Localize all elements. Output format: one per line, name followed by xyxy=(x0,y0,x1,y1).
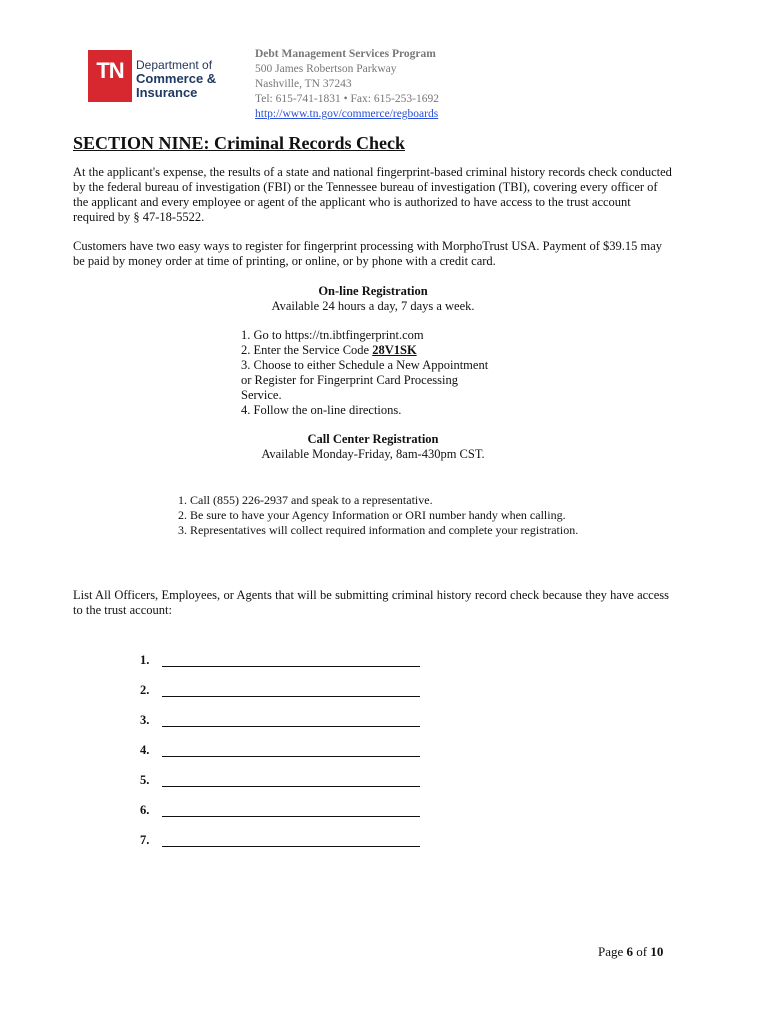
service-code: 28V1SK xyxy=(372,343,417,357)
online-step-2-text: 2. Enter the Service Code xyxy=(241,343,373,357)
logo-divider xyxy=(132,50,135,102)
call-center-steps xyxy=(178,493,578,538)
online-step-2 xyxy=(241,343,491,358)
entry-number: 2. xyxy=(140,683,150,697)
entry-blank-line[interactable] xyxy=(162,833,420,847)
online-registration-heading: On-line Registration xyxy=(318,284,428,298)
online-availability: Available 24 hours a day, 7 days a week. xyxy=(271,299,475,313)
online-step-4: 4. Follow the on-line directions. xyxy=(241,403,402,417)
requirement-paragraph: At the applicant's expense, the results of a state and national fingerprint-based criminal history records check conducted by the federal bureau of investigation (FBI) or the Tennessee bureau of investigation (TBI), covering every officer of the applicant and every employee or agent of the applicant who is authorized to have access to the trust account required by § 47-18-5522. xyxy=(73,165,672,224)
entry-blank-line[interactable] xyxy=(162,653,420,667)
city-state-zip: Nashville, TN 37243 xyxy=(255,78,352,90)
online-step-3: 3. Choose to either Schedule a New Appointment or Register for Fingerprint Card Processing Service. xyxy=(241,358,489,402)
call-step-1: 1. Call (855) 226-2937 and speak to a representative. xyxy=(178,493,433,507)
entry-blank-line[interactable] xyxy=(162,773,420,787)
officers-list-intro: List All Officers, Employees, or Agents that will be submitting criminal history record check because they have access to the trust account: xyxy=(73,588,669,617)
tn-commerce-logo xyxy=(88,50,238,102)
page-label: Page xyxy=(598,944,624,959)
entry-blank-line[interactable] xyxy=(162,803,420,817)
call-center-availability: Available Monday-Friday, 8am-430pm CST. xyxy=(261,447,485,461)
officer-entry-6 xyxy=(140,803,420,833)
website-link[interactable]: http://www.tn.gov/commerce/regboards xyxy=(255,108,439,120)
logo-line-1: Department of xyxy=(136,58,213,72)
call-step-3: 3. Representatives will collect required information and complete your registration. xyxy=(178,523,579,537)
online-step-1: 1. Go to https://tn.ibtfingerprint.com xyxy=(241,328,424,342)
officer-entry-1 xyxy=(140,653,420,683)
program-address xyxy=(255,47,439,122)
entry-number: 5. xyxy=(140,773,150,787)
page-number xyxy=(598,944,663,960)
street-address: 500 James Robertson Parkway xyxy=(255,63,397,75)
page-current: 6 xyxy=(626,944,634,959)
officer-entry-5 xyxy=(140,773,420,803)
logo-line-2: Commerce & xyxy=(136,71,217,86)
entry-number: 4. xyxy=(140,743,150,757)
logo-text xyxy=(136,58,216,100)
call-step-2: 2. Be sure to have your Agency Information or ORI number handy when calling. xyxy=(178,508,566,522)
call-center-heading: Call Center Registration xyxy=(307,432,439,446)
officer-entry-3 xyxy=(140,713,420,743)
page-total: 10 xyxy=(650,944,664,959)
logo-mark: TN xyxy=(96,58,124,83)
entry-number: 7. xyxy=(140,833,150,847)
entry-number: 6. xyxy=(140,803,150,817)
officer-entry-4 xyxy=(140,743,420,773)
program-name: Debt Management Services Program xyxy=(255,48,436,60)
logo-line-3: Insurance xyxy=(136,85,198,100)
entry-blank-line[interactable] xyxy=(162,743,420,757)
registration-intro-paragraph: Customers have two easy ways to register for fingerprint processing with MorphoTrust USA. Payment of $39.15 may be paid by money order at time of printing, or online, or by phone with a credit card. xyxy=(73,239,663,268)
section-title: SECTION NINE: Criminal Records Check xyxy=(73,133,406,153)
page-of: of xyxy=(636,944,648,959)
officer-entry-7 xyxy=(140,833,420,863)
entry-blank-line[interactable] xyxy=(162,713,420,727)
entry-blank-line[interactable] xyxy=(162,683,420,697)
online-steps xyxy=(241,328,491,418)
entry-number: 1. xyxy=(140,653,150,667)
officer-entry-2 xyxy=(140,683,420,713)
phone-fax: Tel: 615-741-1831 • Fax: 615-253-1692 xyxy=(255,93,440,105)
officers-list xyxy=(140,653,420,863)
entry-number: 3. xyxy=(140,713,150,727)
